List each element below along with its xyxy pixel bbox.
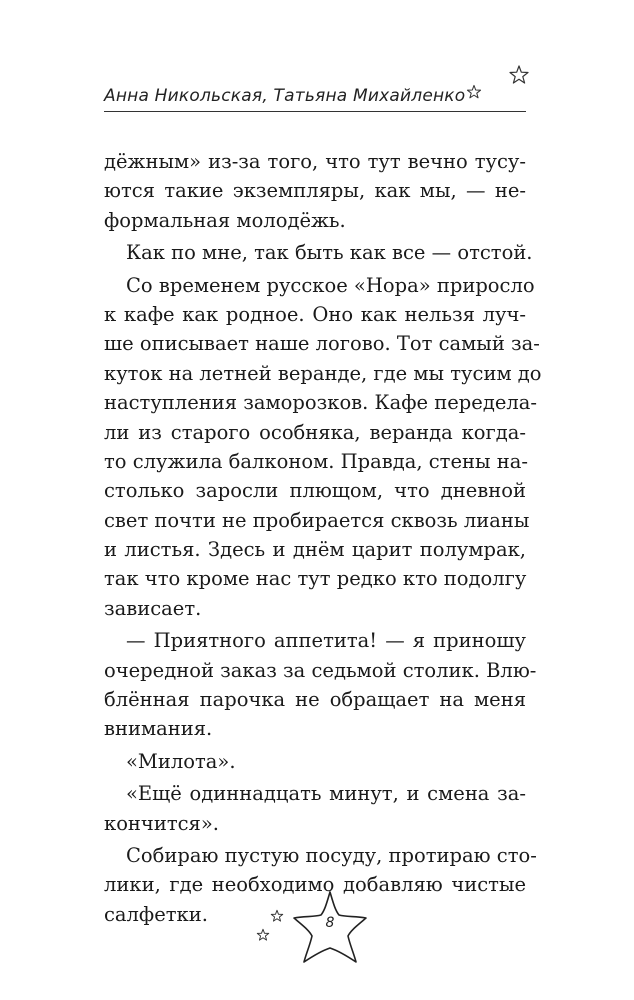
text-line: наступления заморозков. Кафе передела- — [104, 391, 537, 415]
star-outline-icon — [466, 84, 482, 100]
text-line: «Ещё одиннадцать минут, и смена за- — [126, 782, 526, 806]
text-line: куток на летней веранде, где мы тусим до — [104, 361, 542, 385]
text-line: лики, где необходимо добавляю чистые — [104, 873, 526, 897]
text-line: Как по мне, так быть как все — отстой. — [126, 241, 533, 265]
text-line: Со временем русское «Нора» приросло — [126, 273, 535, 297]
text-line: ли из старого особняка, веранда когда- — [104, 420, 526, 444]
body-text — [104, 147, 542, 929]
text-line: блённая парочка не обращает на меня — [104, 688, 526, 712]
header-rule — [104, 111, 526, 112]
running-header: Анна Никольская, Татьяна Михайленко — [104, 86, 466, 106]
text-line: и листья. Здесь и днём царит полумрак, — [104, 538, 526, 562]
star-outline-icon — [270, 909, 284, 923]
text-line: дёжным» из-за того, что тут вечно тусу- — [104, 150, 526, 173]
text-line: к кафе как родное. Оно как нельзя луч- — [104, 302, 526, 326]
text-line: очередной заказ за седьмой столик. Влю- — [104, 658, 537, 682]
text-line: Собираю пустую посуду, протираю сто- — [126, 843, 537, 867]
text-line: свет почти не пробирается сквозь лианы — [104, 508, 530, 532]
text-line: салфетки. — [104, 902, 208, 926]
text-line: внимания. — [104, 717, 213, 741]
text-line: кончится». — [104, 811, 219, 835]
star-outline-icon — [508, 64, 530, 86]
text-line: ются такие экземпляры, как мы, — не- — [104, 179, 526, 203]
text-line: «Милота». — [126, 749, 236, 773]
text-line: — Приятного аппетита! — я приношу — [126, 629, 526, 653]
text-line: то служила балконом. Правда, стены на- — [104, 449, 528, 473]
text-line: ше описывает наше логово. Тот самый за- — [104, 332, 540, 356]
page-number: 8 — [325, 915, 335, 931]
star-outline-icon — [256, 928, 270, 942]
text-line: формальная молодёжь. — [104, 208, 346, 232]
text-line: так что кроме нас тут редко кто подолгу — [104, 567, 527, 591]
text-line: зависает. — [104, 596, 202, 620]
text-line: столько заросли плющом, что дневной — [104, 479, 526, 503]
